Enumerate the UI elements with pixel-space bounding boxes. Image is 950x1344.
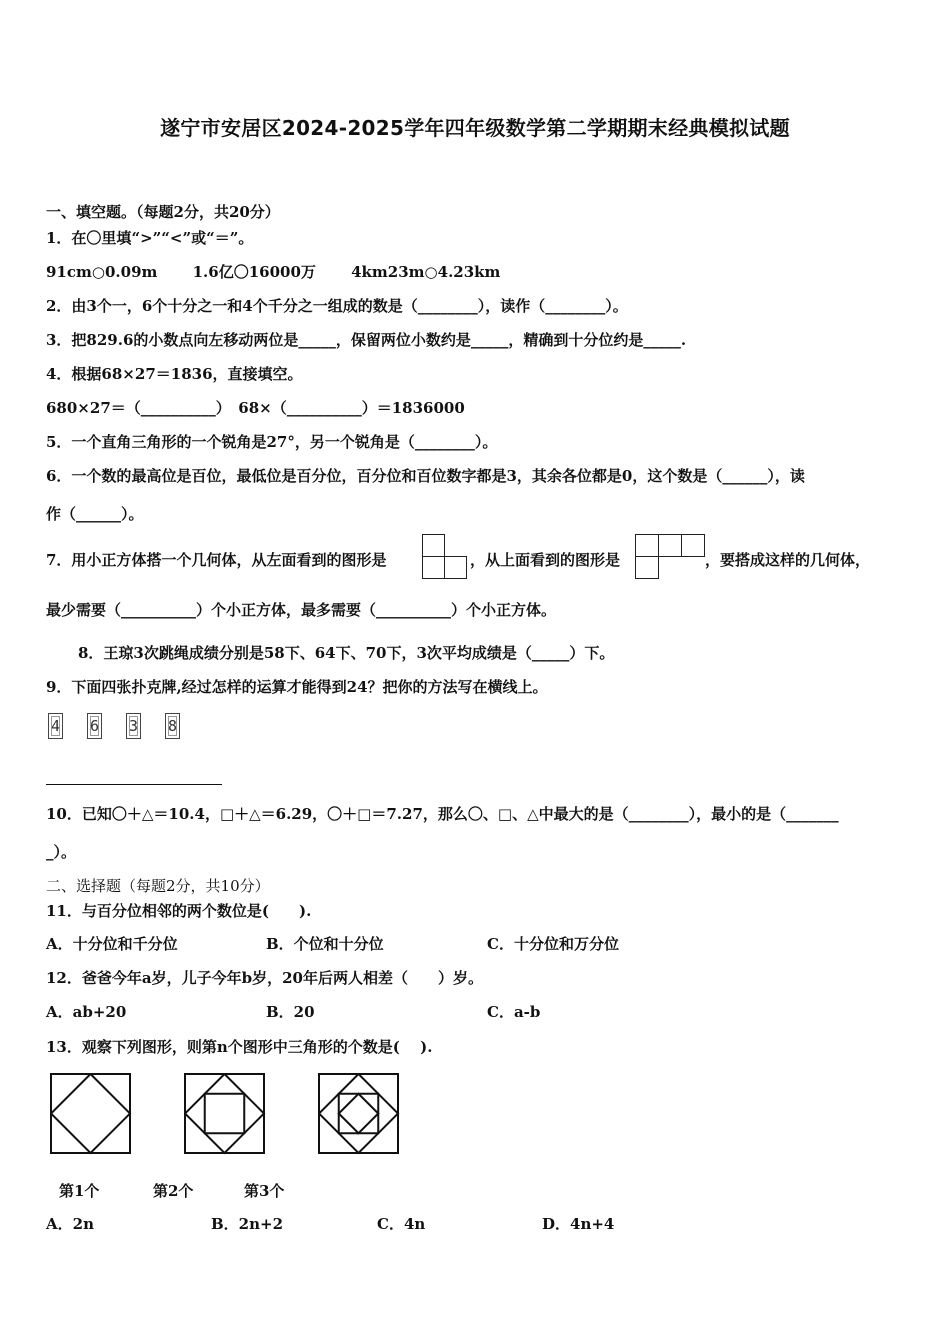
question-6-line-2: 作（______）。: [46, 505, 144, 523]
q11-option-a: A．十分位和千分位: [46, 935, 178, 953]
fig2-outer-square: [185, 1074, 264, 1153]
q13-option-a: A．2n: [46, 1215, 94, 1233]
fig1-outer-square: [51, 1074, 130, 1153]
fig3-inner-square: [339, 1094, 379, 1134]
fig1-diamond: [51, 1074, 130, 1153]
question-11: 11．与百分位相邻的两个数位是( ).: [46, 902, 312, 920]
question-4-items: 680×27＝（__________） 68×（__________）＝1836000: [46, 399, 465, 417]
figure-3-caption: 第3个: [244, 1182, 285, 1200]
q13-option-d: D．4n+4: [542, 1215, 615, 1233]
page-title: 遂宁市安居区2024-2025学年四年级数学第二学期期末经典模拟试题: [160, 116, 790, 140]
section-1-heading: 一、填空题。（每题2分，共20分）: [46, 203, 280, 221]
fig3-inner-diamond: [339, 1094, 379, 1134]
question-7-part-2: ，从上面看到的图形是: [470, 551, 621, 569]
question-12: 12．爸爸今年a岁，儿子今年b岁，20年后两人相差（ ）岁。: [46, 969, 483, 987]
q13-option-b: B．2n+2: [211, 1215, 284, 1233]
question-8: 8．王琼3次跳绳成绩分别是58下、64下、70下，3次平均成绩是（_____）下。: [78, 644, 615, 662]
question-1-items: 91cm○0.09m 1.6亿〇16000万 4km23m○4.23km: [46, 263, 501, 281]
pattern-figure-3: [318, 1073, 400, 1155]
question-7-part-1: 7．用小正方体搭一个几何体，从左面看到的图形是: [46, 551, 387, 569]
q12-option-a: A．ab+20: [46, 1003, 127, 1021]
pattern-figure-1: [50, 1073, 132, 1155]
top-view-square-1: [636, 535, 659, 557]
question-3: 3．把829.6的小数点向左移动两位是_____，保留两位小数约是_____，精确到十分位约是_____.: [46, 331, 687, 349]
q13-option-c: C．4n: [377, 1215, 426, 1233]
left-view-figure: [422, 534, 470, 582]
question-10-line-2: _）。: [46, 843, 77, 861]
fig2-diamond: [185, 1074, 264, 1153]
playing-card-3: 3: [126, 713, 141, 739]
question-9: 9．下面四张扑克牌,经过怎样的运算才能得到24？把你的方法写在横线上。: [46, 678, 548, 696]
question-10-line-1: 10．已知〇＋△＝10.4，□＋△＝6.29，〇＋□＝7.27，那么〇、□、△中最大的是（________），最小的是（_______: [46, 805, 839, 823]
top-view-square-3: [682, 535, 705, 557]
answer-line: [46, 784, 222, 785]
top-view-square-2: [659, 535, 682, 557]
question-2: 2．由3个一，6个十分之一和4个千分之一组成的数是（________），读作（________）。: [46, 297, 628, 315]
question-5: 5．一个直角三角形的一个锐角是27°，另一个锐角是（________）。: [46, 433, 498, 451]
question-1: 1．在〇里填“>”“<”或“＝”。: [46, 229, 254, 247]
top-view-square-4: [636, 557, 659, 579]
playing-card-2: 6: [87, 713, 102, 739]
question-7-line-2: 最少需要（__________）个小正方体，最多需要（__________）个小正方体。: [46, 601, 557, 619]
pattern-figure-2: [184, 1073, 266, 1155]
fig3-diamond: [319, 1074, 398, 1153]
playing-card-1: 4: [48, 713, 63, 739]
question-4: 4．根据68×27＝1836，直接填空。: [46, 365, 303, 383]
playing-card-4: 8: [165, 713, 180, 739]
figure-1-caption: 第1个: [59, 1182, 100, 1200]
fig2-inner-square: [205, 1094, 245, 1134]
question-7-part-3: ，要搭成这样的几何体，: [705, 551, 871, 569]
top-view-figure: [635, 534, 707, 582]
q11-option-c: C．十分位和万分位: [487, 935, 619, 953]
q12-option-b: B．20: [266, 1003, 315, 1021]
question-6-line-1: 6．一个数的最高位是百位，最低位是百分位，百分位和百位数字都是3，其余各位都是0，这个数是（______），读: [46, 467, 805, 485]
figure-2-caption: 第2个: [153, 1182, 194, 1200]
left-view-square-top: [423, 535, 445, 557]
section-2-heading: 二、选择题（每题2分，共10分）: [46, 877, 270, 895]
left-view-square-bottom-left: [423, 557, 445, 579]
question-13: 13．观察下列图形，则第n个图形中三角形的个数是( ).: [46, 1038, 433, 1056]
fig3-outer-square: [319, 1074, 398, 1153]
q11-option-b: B．个位和十分位: [266, 935, 384, 953]
left-view-square-bottom-right: [445, 557, 467, 579]
q12-option-c: C．a-b: [487, 1003, 541, 1021]
